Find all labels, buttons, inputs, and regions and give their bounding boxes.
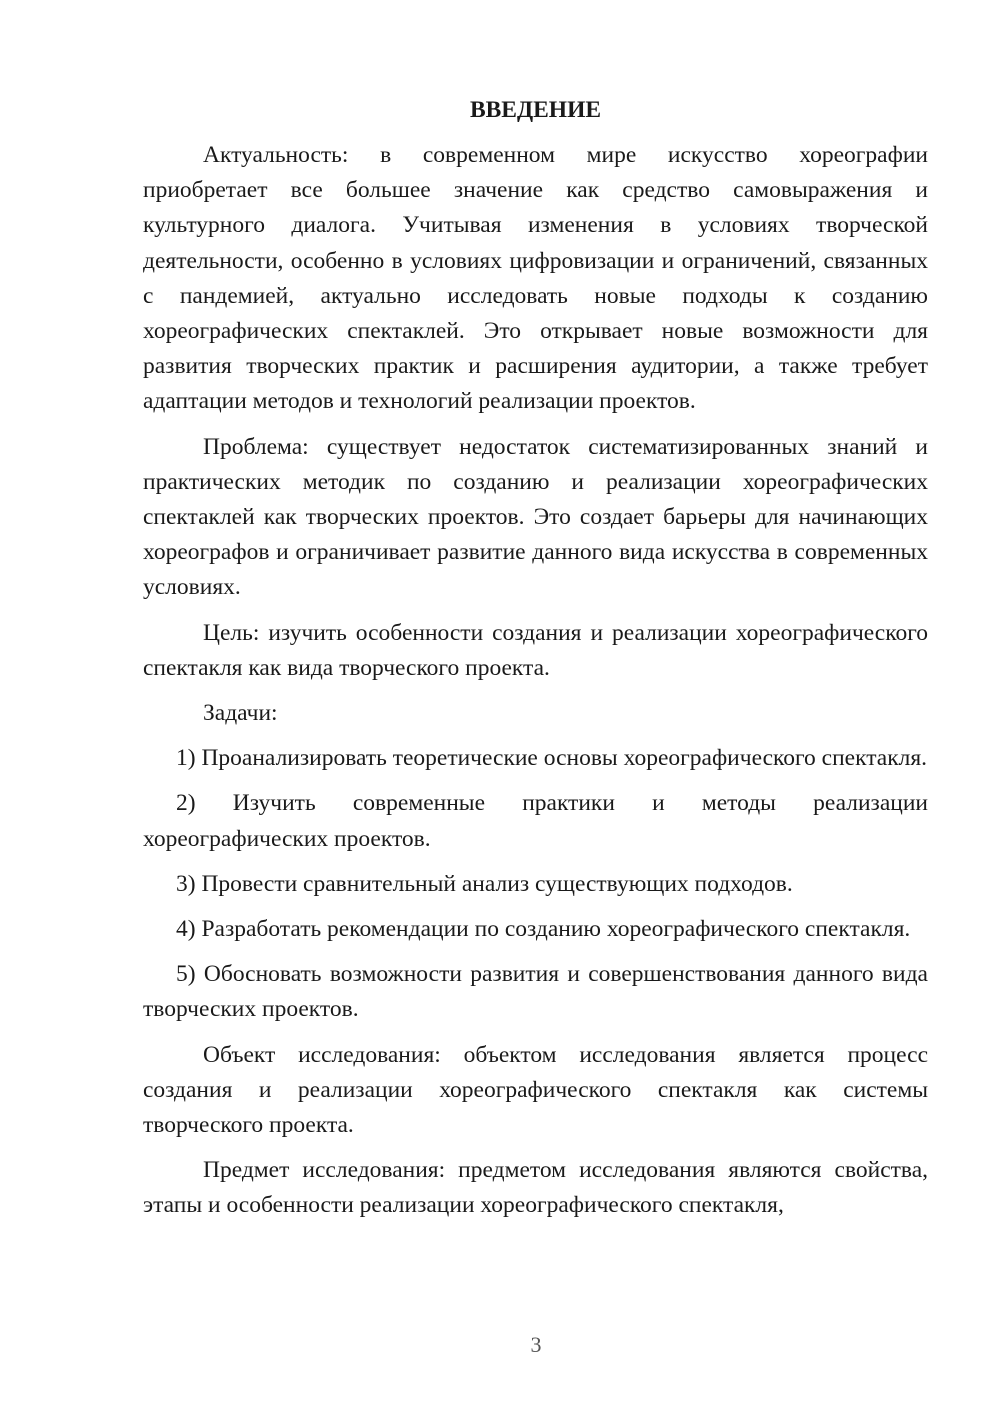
document-body <box>143 92 928 1234</box>
task-item-1: 1) Проанализировать теоретические основы хореографического спектакля. <box>176 745 928 772</box>
section-heading: ВВЕДЕНИЕ <box>469 97 602 123</box>
tasks-label: Задачи: <box>203 700 278 727</box>
paragraph-problem: Проблема: существует недостаток систематизированных знаний и практических методик по созданию и реализации хореографических спектаклей как творческих проектов. Это создает барьеры для начинающих хореографов и ограничивает развитие данного вида искусства в современных условиях. <box>143 433 928 601</box>
paragraph-goal: Цель: изучить особенности создания и реализации хореографического спектакля как вида творческого проекта. <box>143 619 928 681</box>
paragraph-object: Объект исследования: объектом исследования является процесс создания и реализации хореографического спектакля как системы творческого проекта. <box>143 1041 928 1139</box>
task-item-2: 2) Изучить современные практики и методы реализации хореографических проектов. <box>143 790 928 852</box>
page-number: 3 <box>530 1332 542 1357</box>
task-item-5: 5) Обосновать возможности развития и совершенствования данного вида творческих проектов. <box>143 961 928 1023</box>
paragraph-subject: Предмет исследования: предметом исследования являются свойства, этапы и особенности реализации хореографического спектакля, <box>143 1157 928 1219</box>
task-item-3: 3) Провести сравнительный анализ существующих подходов. <box>176 870 793 897</box>
task-item-4: 4) Разработать рекомендации по созданию хореографического спектакля. <box>176 916 911 943</box>
paragraph-relevance: Актуальность: в современном мире искусство хореографии приобретает все большее значение как средство самовыражения и культурного диалога. Учитывая изменения в условиях творческой деятельности, особенно в условиях цифровизации и ограничений, связанных с пандемией, актуально исследовать новые подходы к созданию хореографических спектаклей. Это открывает новые возможности для развития творческих практик и расширения аудитории, а также требует адаптации методов и технологий реализации проектов. <box>143 142 928 415</box>
